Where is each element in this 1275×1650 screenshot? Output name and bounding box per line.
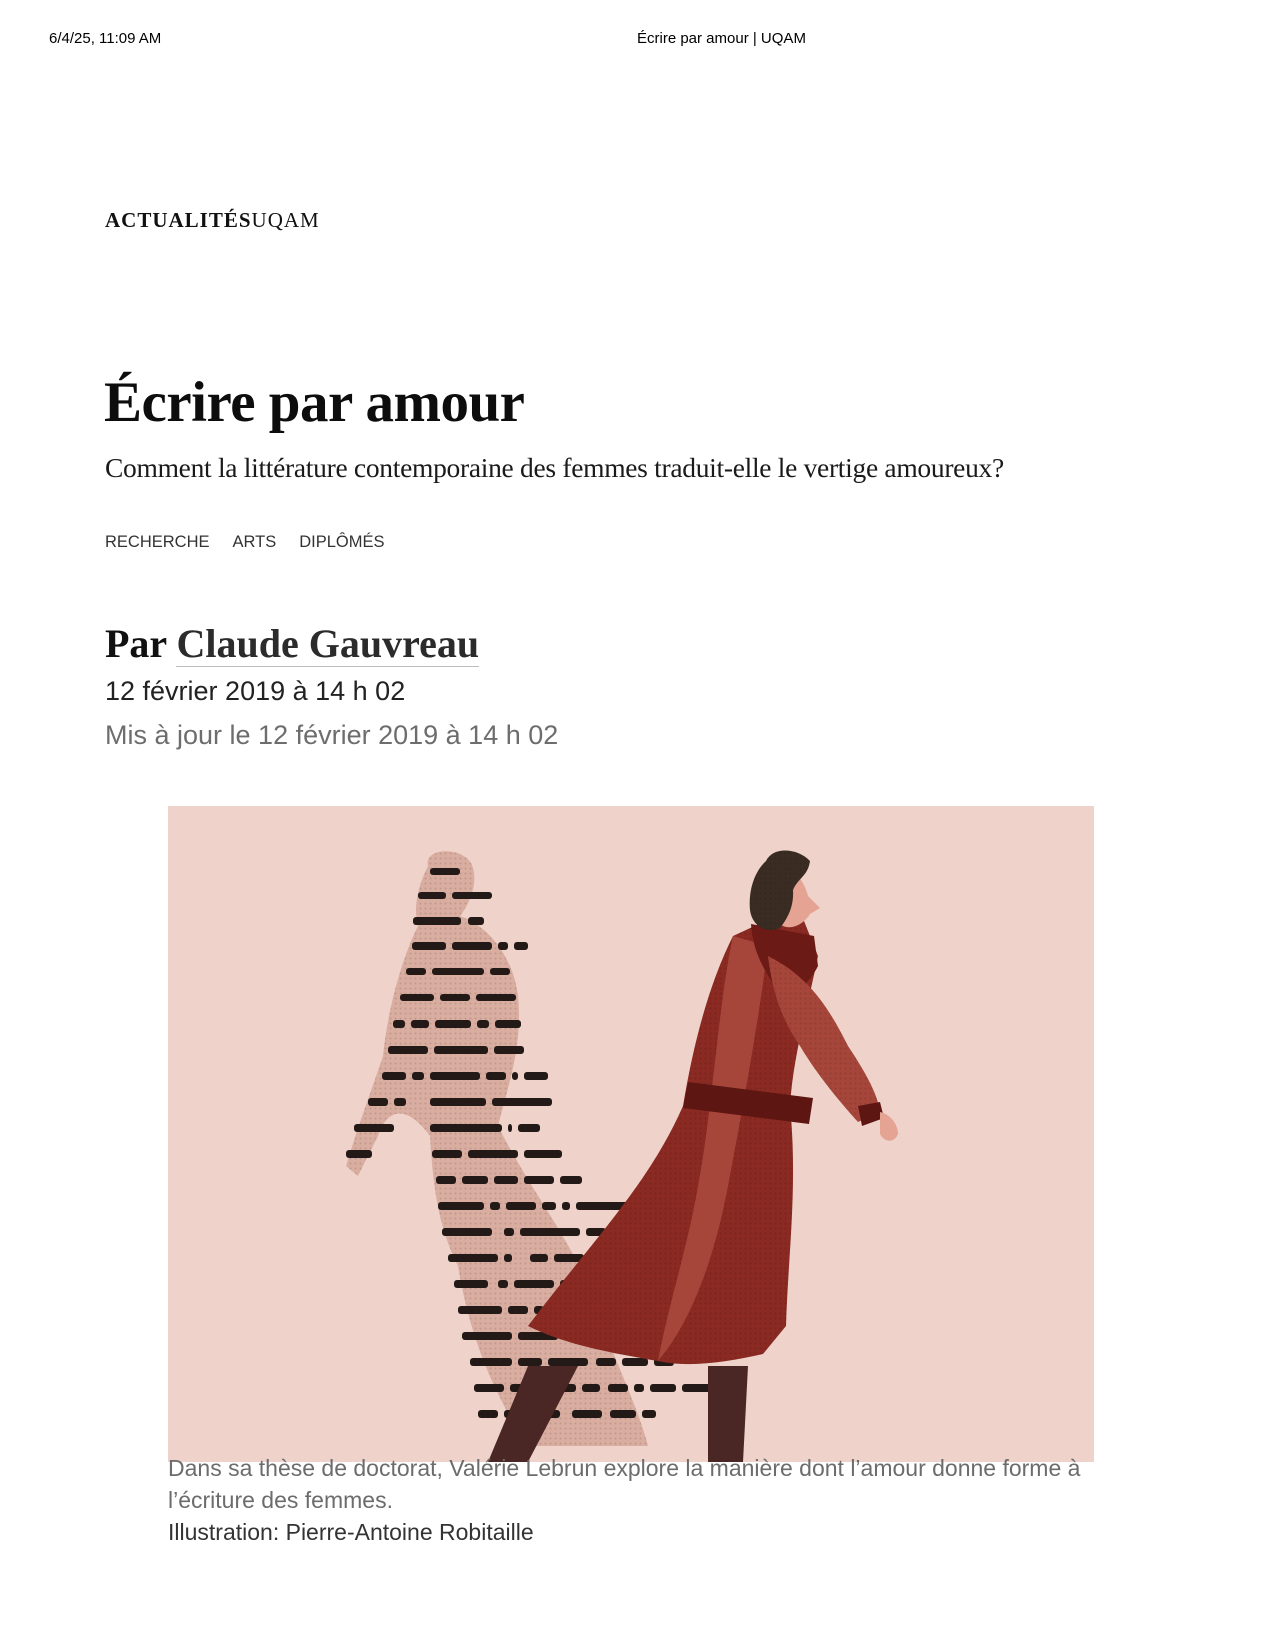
print-page-title: Écrire par amour | UQAM — [637, 30, 806, 47]
logo-strong-text: ACTUALITÉS — [105, 208, 252, 232]
author-link[interactable]: Claude Gauvreau — [176, 621, 480, 666]
tag-recherche[interactable]: RECHERCHE — [105, 533, 210, 551]
print-datetime: 6/4/25, 11:09 AM — [49, 30, 162, 47]
site-logo[interactable] — [105, 208, 320, 233]
figure-caption — [168, 1452, 1098, 1548]
published-date: 12 février 2019 à 14 h 02 — [105, 676, 406, 706]
article-title: Écrire par amour — [104, 371, 525, 434]
byline — [105, 620, 479, 668]
tag-list — [105, 533, 385, 552]
illustration-credit: Illustration: Pierre-Antoine Robitaille — [168, 1519, 534, 1545]
illustration-svg — [168, 806, 1094, 1462]
byline-prefix: Par — [105, 621, 167, 666]
print-header — [0, 30, 1275, 52]
updated-date: Mis à jour le 12 février 2019 à 14 h 02 — [105, 720, 559, 750]
tag-arts[interactable]: ARTS — [232, 533, 277, 551]
article-subtitle: Comment la littérature contemporaine des femmes traduit-elle le vertige amoureux? — [105, 452, 1004, 483]
article-illustration — [168, 806, 1094, 1462]
logo-light-text: UQAM — [251, 208, 320, 232]
tag-diplomes[interactable]: DIPLÔMÉS — [299, 533, 385, 551]
caption-text: Dans sa thèse de doctorat, Valérie Lebrun explore la manière dont l’amour donne forme à l’écriture des femmes. — [168, 1455, 1081, 1513]
